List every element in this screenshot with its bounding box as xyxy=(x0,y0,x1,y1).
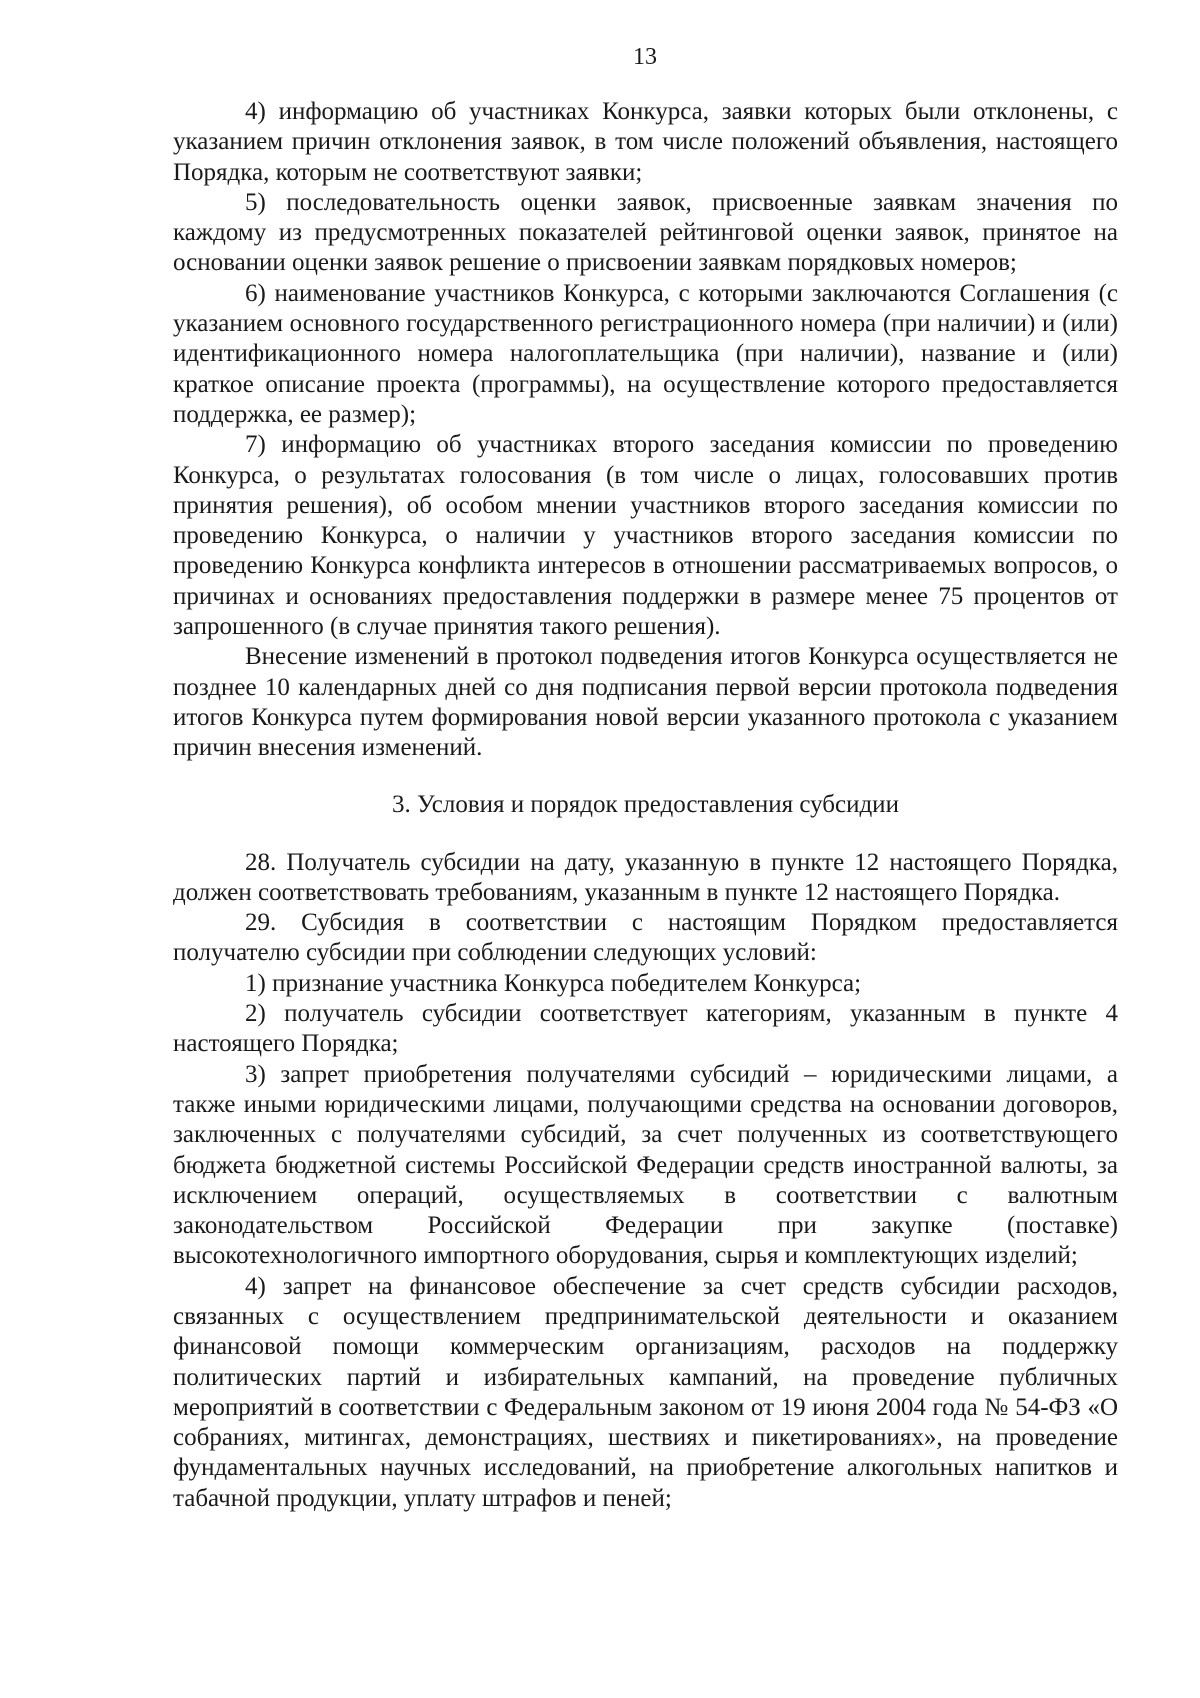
paragraph-item-4-results: 4) информацию об участниках Конкурса, заявки которых были отклонены, с указанием причин отклонения заявок, в том числе положений объявления, настоящего Порядка, которым не соответствуют заявки; xyxy=(173,98,1118,186)
document-body xyxy=(173,97,1118,1514)
paragraph-condition-4: 4) запрет на финансовое обеспечение за счет средств субсидии расходов, связанных с осуществлением предпринимательской деятельности и оказанием финансовой помощи коммерческим организациям, расходов на поддержку политических партий и избирательных кампаний, на проведение публичных мероприятий в соответствии с Федеральным законом от 19 июня 2004 года № 54-ФЗ «О собраниях, митингах, демонстрациях, шествиях и пикетированиях», на проведение фундаментальных научных исследований, на приобретение алкогольных напитков и табачной продукции, уплату штрафов и пеней; xyxy=(173,1272,1118,1512)
page-number: 13 xyxy=(633,44,657,70)
paragraph-item-7-commission: 7) информацию об участниках второго заседания комиссии по проведению Конкурса, о результатах голосования (в том числе о лицах, голосовавших против принятия решения), об особом мнении участников второго заседания комиссии по проведению Конкурса, о наличии у участников второго заседания комиссии по проведению Конкурса конфликта интересов в отношении рассматриваемых вопросов, о причинах и основаниях предоставления поддержки в размере менее 75 процентов от запрошенного (в случае принятия такого решения). xyxy=(173,431,1118,641)
paragraph-condition-3: 3) запрет приобретения получателями субсидий – юридическими лицами, а также иными юридическими лицами, получающими средства на основании договоров, заключенных с получателями субсидий, за счет полученных из соответствующего бюджета бюджетной системы Российской Федерации средств иностранной валюты, за исключением операций, осуществляемых в соответствии с валютным законодательством Российской Федерации при закупке (поставке) высокотехнологичного импортного оборудования, сырья и комплектующих изделий; xyxy=(173,1060,1118,1270)
paragraph-clause-29: 29. Субсидия в соответствии с настоящим Порядком предоставляется получателю субсидии при соблюдении следующих условий: xyxy=(173,909,1118,967)
paragraph-protocol-changes: Внесение изменений в протокол подведения итогов Конкурса осуществляется не позднее 10 календарных дней со дня подписания первой версии протокола подведения итогов Конкурса путем формирования новой версии указанного протокола с указанием причин внесения изменений. xyxy=(173,643,1118,762)
paragraph-condition-1: 1) признание участника Конкурса победителем Конкурса; xyxy=(245,969,862,997)
paragraph-condition-2: 2) получатель субсидии соответствует категориям, указанным в пункте 4 настоящего Порядка; xyxy=(173,1000,1118,1058)
paragraph-clause-28: 28. Получатель субсидии на дату, указанную в пункте 12 настоящего Порядка, должен соответствовать требованиям, указанным в пункте 12 настоящего Порядка. xyxy=(173,848,1118,906)
paragraph-item-6-participants: 6) наименование участников Конкурса, с которыми заключаются Соглашения (с указанием основного государственного регистрационного номера (при наличии) и (или) идентификационного номера налогоплательщика (при наличии), название и (или) краткое описание проекта (программы), на осуществление которого предоставляется поддержка, ее размер); xyxy=(173,279,1118,428)
paragraph-item-5-evaluation: 5) последовательность оценки заявок, присвоенные заявкам значения по каждому из предусмотренных показателей рейтинговой оценки заявок, принятое на основании оценки заявок решение о присвоении заявкам порядковых номеров; xyxy=(173,188,1118,277)
section-heading: 3. Условия и порядок предоставления субсидии xyxy=(392,790,899,818)
